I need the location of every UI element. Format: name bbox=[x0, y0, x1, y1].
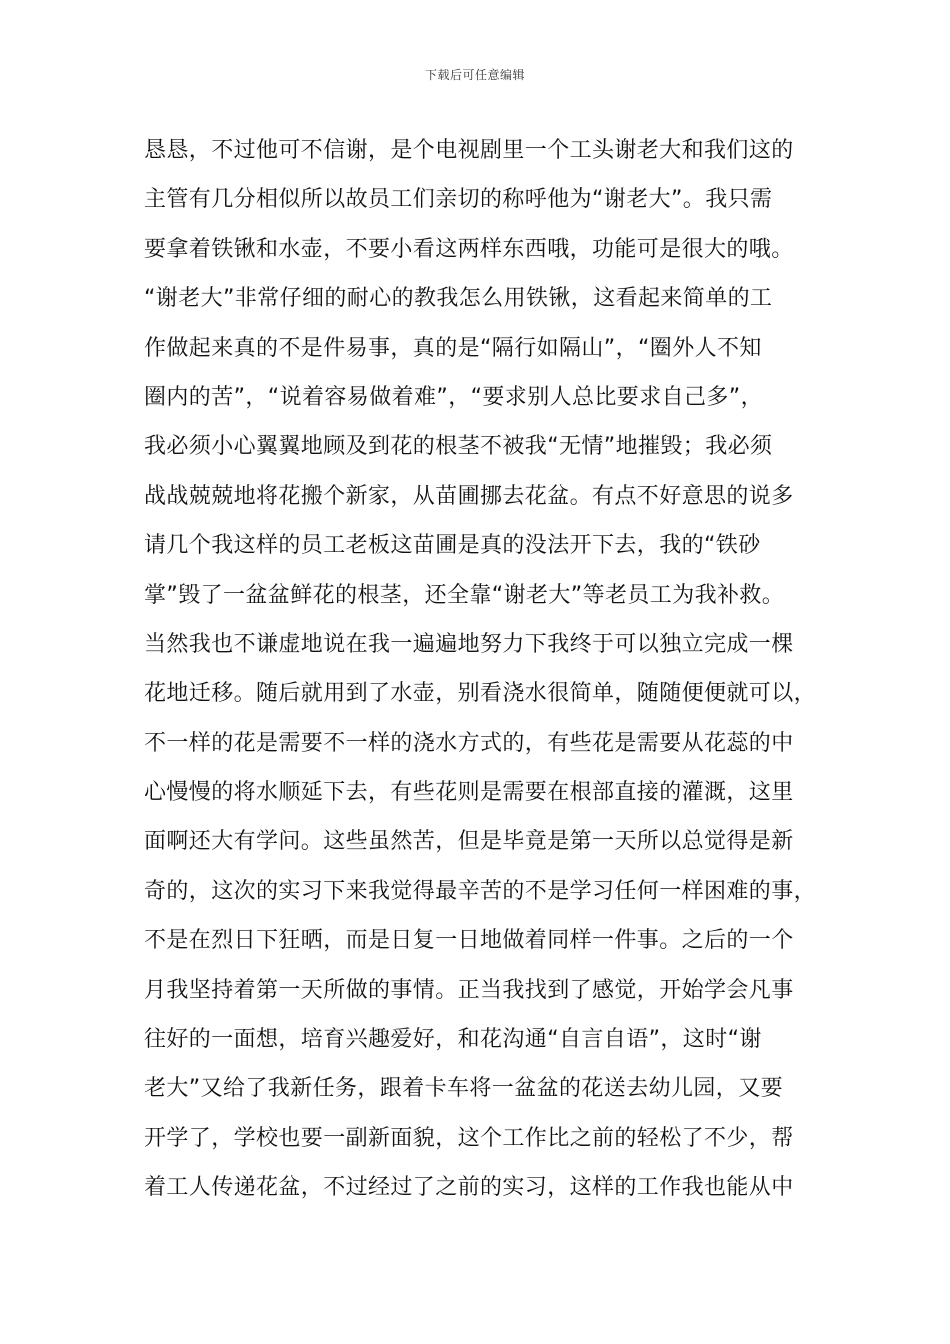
text-line: 着工人传递花盆，不过经过了之前的实习，这样的工作我也能从中 bbox=[144, 1175, 794, 1201]
text-line: 不是在烈日下狂晒，而是日复一日地做着同样一件事。之后的一个 bbox=[144, 928, 794, 954]
text-line: 面啊还大有学问。这些虽然苦，但是毕竟是第一天所以总觉得是新 bbox=[144, 829, 794, 855]
text-line: 要拿着铁锹和水壶，不要小看这两样东西哦，功能可是很大的哦。 bbox=[144, 236, 794, 262]
text-line: 恳恳，不过他可不信谢，是个电视剧里一个工头谢老大和我们这的 bbox=[144, 138, 794, 163]
text-line: 开学了，学校也要一副新面貌，这个工作比之前的轻松了不少，帮 bbox=[144, 1125, 794, 1151]
text-line: 我必须小心翼翼地顾及到花的根茎不被我“无情”地摧毁；我必须 bbox=[144, 434, 773, 460]
text-line: 战战兢兢地将花搬个新家，从苗圃挪去花盆。有点不好意思的说多 bbox=[144, 483, 794, 509]
text-line: 奇的，这次的实习下来我觉得最辛苦的不是学习任何一样困难的事， bbox=[144, 878, 817, 904]
text-line: 不一样的花是需要不一样的浇水方式的，有些花是需要从花蕊的中 bbox=[144, 730, 794, 756]
text-line: “谢老大”非常仔细的耐心的教我怎么用铁锹，这看起来简单的工 bbox=[144, 286, 773, 312]
text-line: 请几个我这样的员工老板这苗圃是真的没法开下去，我的“铁砂 bbox=[144, 533, 761, 559]
text-line: 作做起来真的不是件易事，真的是“隔行如隔山”，“圈外人不知 bbox=[144, 335, 762, 361]
text-line: 往好的一面想，培育兴趣爱好，和花沟通“自言自语”，这时“谢 bbox=[144, 1027, 762, 1053]
page-header: 下载后可任意编辑 bbox=[424, 68, 525, 82]
text-line: 当然我也不谦虚地说在我一遍遍地努力下我终于可以独立完成一棵 bbox=[144, 631, 794, 657]
text-line: 花地迁移。随后就用到了水壶，别看浇水很简单，随随便便就可以， bbox=[144, 681, 817, 707]
text-line: 心慢慢的将水顺延下去，有些花则是需要在根部直接的灌溉，这里 bbox=[144, 780, 794, 806]
text-line: 月我坚持着第一天所做的事情。正当我找到了感觉，开始学会凡事 bbox=[144, 977, 794, 1003]
text-line: 老大”又给了我新任务，跟着卡车将一盆盆的花送去幼儿园，又要 bbox=[144, 1076, 783, 1102]
text-line: 掌”毁了一盆盆鲜花的根茎，还全靠“谢老大”等老员工为我补救。 bbox=[144, 582, 785, 608]
text-line: 主管有几分相似所以故员工们亲切的称呼他为“谢老大”。我只需 bbox=[144, 187, 773, 213]
text-line: 圈内的苦”，“说着容易做着难”，“要求别人总比要求自己多”， bbox=[144, 384, 763, 410]
body-text bbox=[144, 132, 824, 1219]
